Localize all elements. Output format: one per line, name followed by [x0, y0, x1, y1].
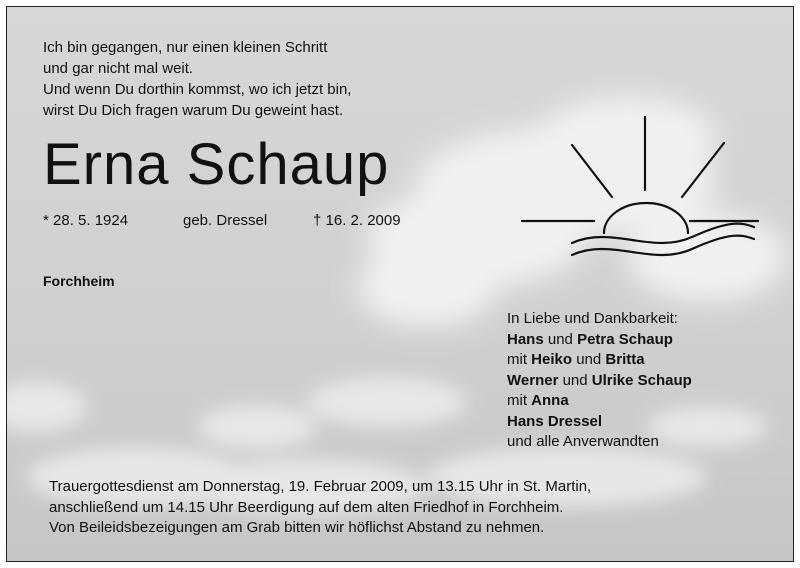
family-line: [507, 350, 692, 371]
notice-line: Trauergottesdienst am Donnerstag, 19. Februar 2009, um 13.15 Uhr in St. Martin,: [49, 478, 592, 495]
poem-line: wirst Du Dich fragen warum Du geweint hast.: [43, 102, 344, 119]
family-name: Britta: [605, 351, 645, 368]
family-connector: und: [558, 371, 592, 389]
family-intro: In Liebe und Dankbarkeit:: [507, 310, 678, 327]
sunset-icon: [512, 115, 762, 275]
family-name: Anna: [531, 392, 569, 409]
family-name: Heiko: [531, 351, 573, 368]
family-line: [507, 412, 692, 433]
notice-line: anschließend um 14.15 Uhr Beerdigung auf dem alten Friedhof in Forchheim.: [49, 498, 564, 516]
town: Forchheim: [43, 273, 115, 289]
family-closing: und alle Anverwandten: [507, 433, 659, 450]
birth-date: * 28. 5. 1924: [43, 212, 129, 229]
family-line: [507, 371, 692, 392]
obituary-card: [6, 6, 794, 562]
poem-line: und gar nicht mal weit.: [43, 60, 194, 77]
family-connector: und: [543, 330, 578, 348]
family-name: Hans: [507, 330, 544, 348]
poem-line: Ich bin gegangen, nur einen kleinen Schritt: [43, 39, 328, 56]
funeral-notice: [49, 477, 591, 539]
family-name: Petra Schaup: [577, 330, 673, 348]
poem-line: Und wenn Du dorthin kommst, wo ich jetzt bin,: [43, 81, 352, 98]
family-connector: und: [572, 351, 606, 368]
family-connector: mit: [507, 392, 532, 409]
family-name: Ulrike Schaup: [591, 371, 692, 389]
notice-line: Von Beileidsbezeigungen am Grab bitten wir höflichst Abstand zu nehmen.: [49, 519, 545, 536]
maiden-name: geb. Dressel: [183, 212, 268, 229]
death-date: † 16. 2. 2009: [313, 212, 401, 229]
family-signatures: [507, 309, 692, 453]
deceased-name: Erna Schaup: [43, 132, 390, 197]
family-line: [507, 391, 692, 412]
family-name: Hans Dressel: [507, 412, 603, 430]
family-line: [507, 330, 692, 351]
poem: [43, 37, 351, 121]
family-connector: mit: [507, 351, 532, 368]
family-name: Werner: [507, 371, 559, 389]
